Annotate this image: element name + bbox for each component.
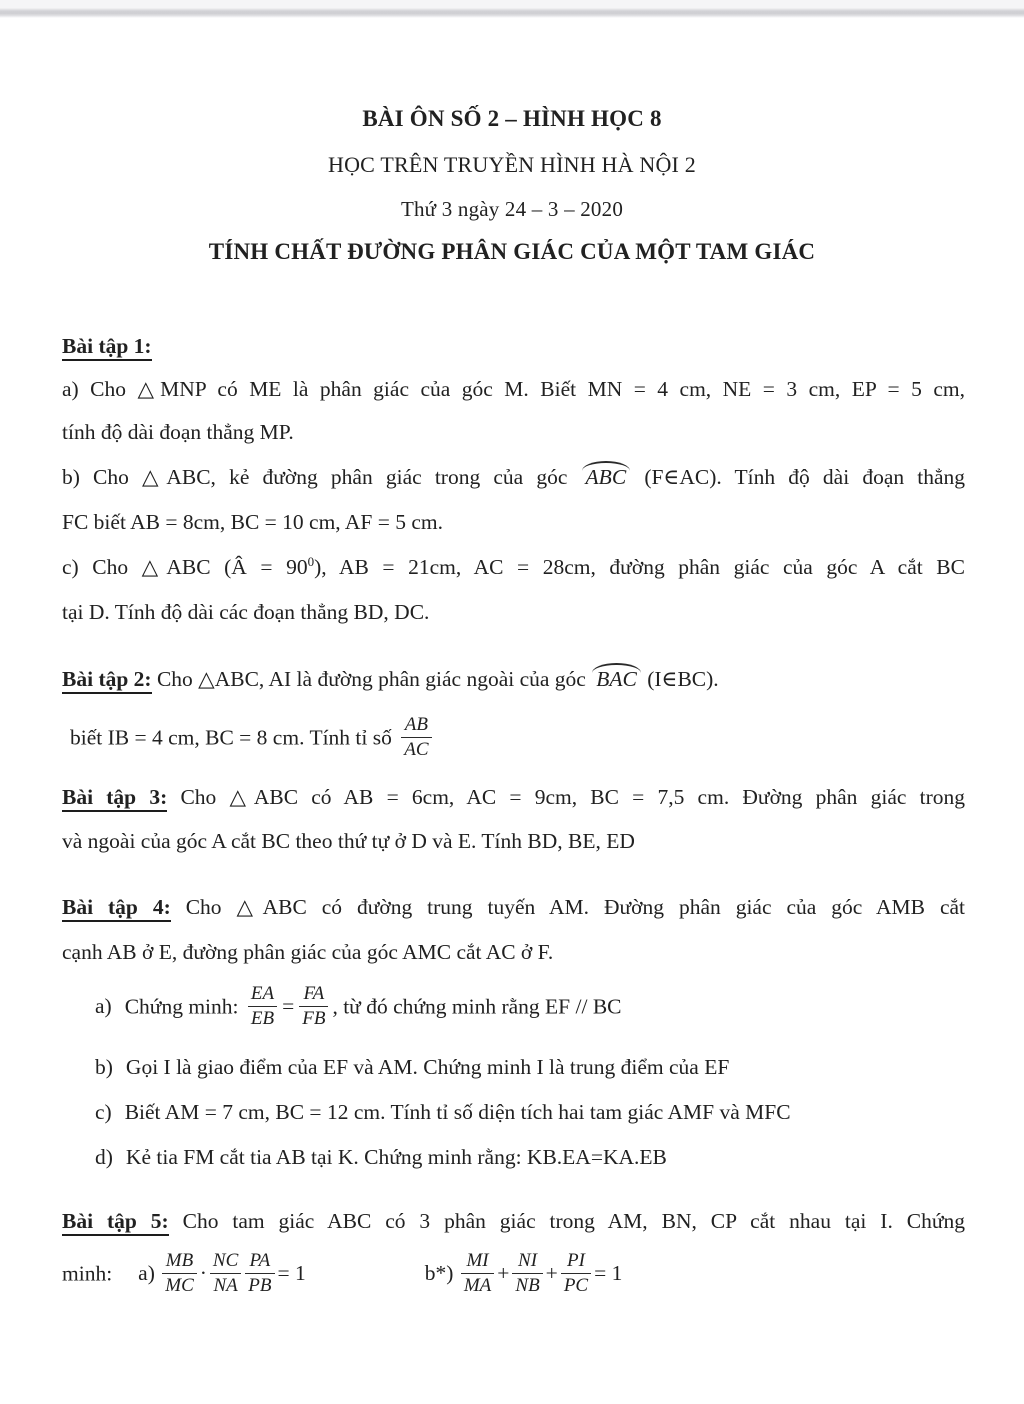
ex3-l1-text: Cho △ABC có AB = 6cm, AC = 9cm, BC = 7,5 cm. Đường phân giác trong [180,785,966,809]
angle-hat-abc: ABC [583,465,630,489]
fraction-mb-mc: $\frac{MB}{MC}$ [162,1250,197,1297]
exercise-1-heading-line [62,333,965,359]
ex1-line-a1: a) Cho △MNP có ME là phân giác của góc M. Biết MN = 4 cm, NE = 3 cm, EP = 5 cm, [62,377,965,401]
doc-title-line-3: Thứ 3 ngày 24 – 3 – 2020 [400,197,624,221]
fraction-fa-fb: $\frac{FA}{FB}$ [299,983,328,1030]
fraction-ab-ac [401,714,431,761]
ex2-l1-post: (I∈BC). [647,667,719,691]
ex5-b-label: b*) [424,1261,454,1286]
ex2-line-2 [70,716,973,763]
exercise-3-heading-line [62,784,965,810]
fraction-nc-na: $\frac{NC}{NA}$ [210,1250,241,1297]
ex4-item-b [95,1054,965,1080]
ex4-a-pre: Chứng minh: [124,994,239,1019]
ex5-line-2 [62,1252,965,1299]
exercise-4-heading: Bài tập 4: [62,895,171,922]
doc-title-line-1: BÀI ÔN SỐ 2 – HÌNH HỌC 8 [362,106,662,131]
ex1-b1-post: (F∈AC). Tính độ dài đoạn thẳng [644,465,966,489]
ex4-item-d [95,1144,965,1170]
ex1-b1-pre: b) Cho △ABC, kẻ đường phân giác trong của góc [62,465,568,489]
ex5-l2-lead: minh: [62,1261,113,1286]
exercise-5-heading-line [62,1208,965,1234]
exercise-1-heading: Bài tập 1: [62,334,152,361]
exercise-2-heading-line [62,666,965,692]
ex1-line-b1 [62,464,965,490]
ex1-line-a2: tính độ dài đoạn thẳng MP. [62,420,294,444]
ex2-l1-pre: Cho △ABC, AI là đường phân giác ngoài của góc [156,667,586,691]
ex4-c-label: c) [95,1100,112,1124]
doc-title-line-2: HỌC TRÊN TRUYỀN HÌNH HÀ NỘI 2 [328,152,696,177]
exercise-5-heading: Bài tập 5: [62,1209,169,1236]
ex4-item-c [95,1099,965,1125]
fraction-pa-pb: $\frac{PA}{PB}$ [245,1250,274,1297]
page-top-divider [0,0,1024,18]
ex3-line-2: và ngoài của góc A cắt BC theo thứ tự ở D và E. Tính BD, BE, ED [62,829,635,853]
equals-sign: = [282,994,295,1019]
fraction-ni-nb: $\frac{NI}{NB}$ [512,1250,542,1297]
ex4-c-text: Biết AM = 7 cm, BC = 12 cm. Tính tỉ số diện tích hai tam giác AMF và MFC [124,1100,791,1124]
fraction-mi-ma: $\frac{MI}{MA}$ [461,1250,494,1297]
equals-one: = 1 [594,1261,623,1286]
ex4-d-label: d) [95,1145,113,1169]
fraction-numerator: AB [401,714,431,738]
ex4-item-a [95,985,965,1032]
fraction-ea-eb: $\frac{EA}{EB}$ [248,983,277,1030]
ex1-c1-pre: c) Cho △ABC (Â = 90 [62,555,308,579]
ex1-line-c1 [62,554,965,580]
ex2-l2-text: biết IB = 4 cm, BC = 8 cm. Tính tỉ số [70,725,392,750]
exercise-2-heading: Bài tập 2: [62,667,152,694]
ex1-c1-post: ), AB = 21cm, AC = 28cm, đường phân giác của góc A cắt BC [314,555,965,579]
ex4-d-text: Kẻ tia FM cắt tia AB tại K. Chứng minh rằng: KB.EA=KA.EB [125,1145,667,1169]
exercise-4-heading-line [62,894,965,920]
doc-title-line-4: TÍNH CHẤT ĐƯỜNG PHÂN GIÁC CỦA MỘT TAM GIÁC [208,239,816,264]
ex5-l1-text: Cho tam giác ABC có 3 phân giác trong AM, BN, CP cắt nhau tại I. Chứng [182,1209,965,1233]
ex5-a-label: a) [138,1261,155,1286]
ex1-line-b2: FC biết AB = 8cm, BC = 10 cm, AF = 5 cm. [62,510,443,534]
ex4-a-label: a) [95,994,112,1019]
ex4-line-2: cạnh AB ở E, đường phân giác của góc AMC cắt AC ở F. [62,940,554,964]
equals-one: = 1 [277,1261,306,1286]
ex4-b-text: Gọi I là giao điểm của EF và AM. Chứng minh I là trung điểm của EF [125,1055,730,1079]
fraction-pi-pc: $\frac{PI}{PC}$ [561,1250,591,1297]
angle-hat-bac: BAC [593,667,640,691]
ex4-a-post: , từ đó chứng minh rằng EF // BC [332,994,622,1019]
plus-sign: + [545,1261,558,1286]
exercise-3-heading: Bài tập 3: [62,785,167,812]
ex4-l1-text: Cho △ABC có đường trung tuyến AM. Đường phân giác của góc AMB cắt [185,895,966,919]
ex4-b-label: b) [95,1055,113,1079]
degree-superscript: 0 [307,553,315,569]
ex1-line-c2: tại D. Tính độ dài các đoạn thẳng BD, DC. [62,600,430,624]
plus-sign: + [497,1261,510,1286]
cdot-sign: · [199,1261,207,1286]
fraction-denominator: AC [404,738,429,760]
